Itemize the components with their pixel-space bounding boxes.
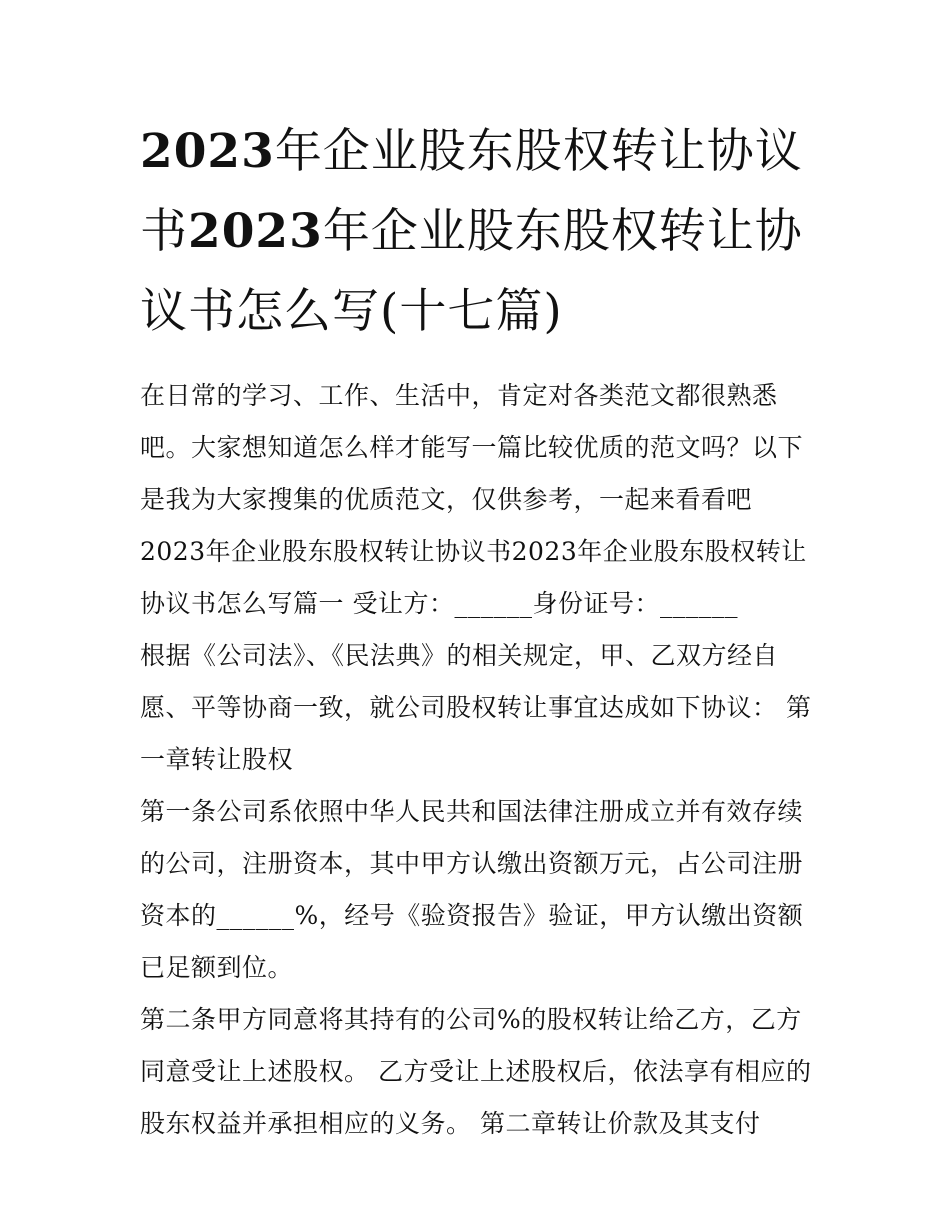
title-year-2: 2023 xyxy=(188,204,323,259)
title-year-1: 2023 xyxy=(140,124,275,179)
basis-paragraph: 根据《公司法》、《民法典》的相关规定，甲、乙双方经自愿、平等协商一致，就公司股权转让事宜达成如下协议： 第一章转让股权 xyxy=(140,641,812,774)
article-1-paragraph: 第一条公司系依照中华人民共和国法律注册成立并有效存续的公司，注册资本，其中甲方认缴出资额万元，占公司注册资本的______%，经号《验资报告》验证，甲方认缴出资额已足额到位。 xyxy=(140,797,804,982)
intro-paragraph: 在日常的学习、工作、生活中，肯定对各类范文都很熟悉吧。大家想知道怎么样才能写一篇比较优质的范文吗？以下是我为大家搜集的优质范文，仅供参考，一起来看看吧 xyxy=(140,381,804,514)
title-text-2: 年企业股东股权转让协议书怎么写(十七篇) xyxy=(140,204,803,339)
document-title xyxy=(140,112,820,352)
document-page xyxy=(140,112,820,1150)
heading-paragraph: 2023年企业股东股权转让协议书2023年企业股东股权转让协议书怎么写篇一 受让方：______身份证号：______ xyxy=(140,537,807,618)
article-2-paragraph: 第二条甲方同意将其持有的公司%的股权转让给乙方，乙方同意受让上述股权。 乙方受让上述股权后，依法享有相应的股东权益并承担相应的义务。 第二章转让价款及其支付 xyxy=(140,1005,812,1138)
title-text-1: 年企业股东股权转让协议书 xyxy=(140,124,803,259)
